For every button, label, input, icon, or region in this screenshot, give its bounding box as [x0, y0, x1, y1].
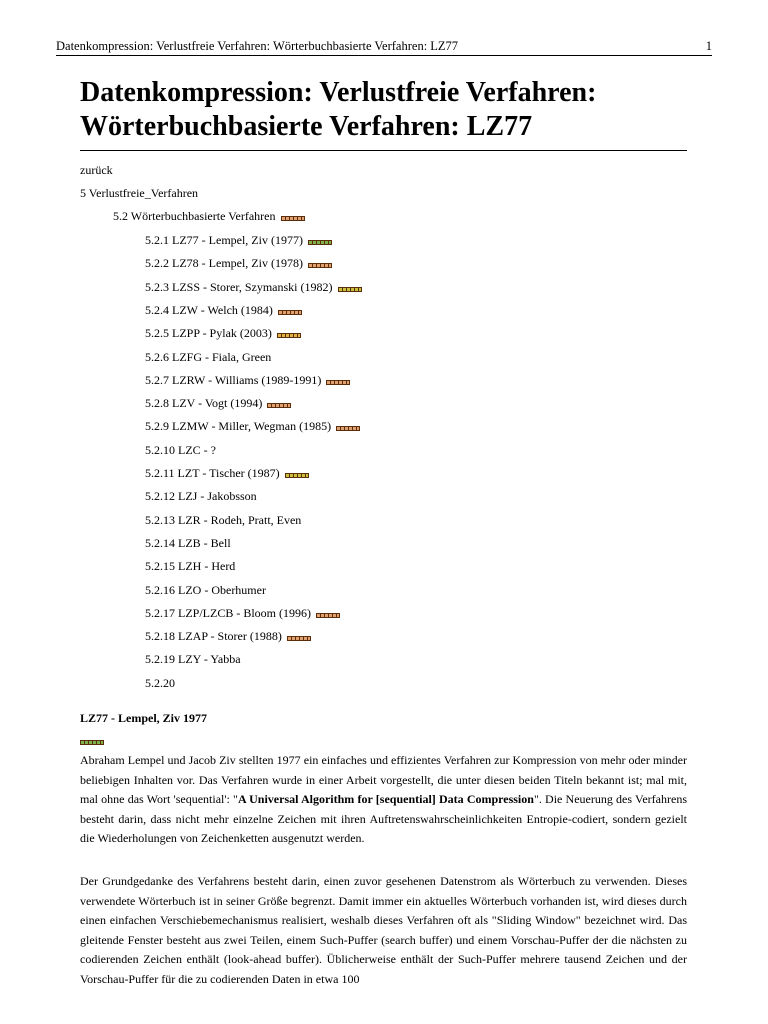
rating-meter-icon [316, 613, 340, 618]
toc-item[interactable] [145, 418, 360, 434]
toc-item-label: 5.2.12 LZJ - Jakobsson [145, 489, 257, 504]
rating-meter-icon [338, 287, 362, 292]
toc-item[interactable] [145, 349, 271, 365]
toc-item[interactable] [145, 302, 302, 318]
toc-item-label: 5.2.6 LZFG - Fiala, Green [145, 349, 272, 364]
rating-meter-icon [80, 740, 104, 745]
toc-item[interactable] [145, 465, 309, 481]
toc-item[interactable] [145, 279, 362, 295]
toc-item[interactable] [145, 325, 301, 341]
toc-item[interactable] [145, 442, 216, 458]
rating-meter-icon [336, 426, 360, 431]
toc-item-label: 5.2.18 LZAP - Storer (1988) [145, 629, 282, 644]
rating-meter-icon [281, 216, 305, 221]
toc-item-label: 5.2.19 LZY - Yabba [145, 652, 241, 667]
running-header-title: Datenkompression: Verlustfreie Verfahren: Wörterbuchbasierte Verfahren: LZ77 [56, 39, 459, 53]
rating-meter-icon [278, 310, 302, 315]
title-rule [80, 150, 687, 151]
toc-item-label: 5.2.16 LZO - Oberhumer [145, 582, 266, 597]
paragraph-1-text-a: Abraham Lempel und Jacob Ziv stellten 1977 ein einfaches und effizientes Verfahren zur Kompression von mehr oder minder beliebigen Inhalten vor. Das Verfahren wurde in einer Arbeit vorgestellt, die unter diesen beiden Titeln bekannt ist; mal mit, mal ohne das Wort 'sequential': " [80, 753, 687, 806]
page-title-line2: Wörterbuchbasierte Verfahren: LZ77 [80, 111, 533, 142]
rating-meter-icon [267, 403, 291, 408]
toc-item-label: 5.2.20 [145, 675, 175, 690]
paragraph-1-text-b: ". Die Neuerung des Verfahrens besteht darin, dass nicht mehr einzelne Zeichen mit ihren Auftretenswahrscheinlichkeiten Entropie-codiert, sondern gezielt die Wiederholungen von Zeichenketten ausgenutzt werden. [80, 792, 687, 845]
toc-item[interactable] [145, 582, 266, 598]
paper-title: A Universal Algorithm for [sequential] Data Compression [237, 792, 534, 806]
toc-item-label: 5.2.8 LZV - Vogt (1994) [145, 396, 263, 411]
paragraph-1 [80, 751, 687, 849]
toc-item[interactable] [145, 605, 340, 621]
toc-item-label: 5.2.10 LZC - ? [145, 442, 216, 457]
rating-meter-icon [285, 473, 309, 478]
toc-item[interactable] [145, 512, 301, 528]
toc-item[interactable] [145, 232, 332, 248]
toc-item[interactable] [145, 488, 257, 504]
section-link[interactable] [113, 208, 305, 224]
toc-item-label: 5.2.1 LZ77 - Lempel, Ziv (1977) [145, 233, 303, 247]
toc-item[interactable] [145, 675, 175, 691]
parent-link[interactable]: 5 Verlustfreie_Verfahren [80, 186, 199, 200]
toc-item-label: 5.2.3 LZSS - Storer, Szymanski (1982) [145, 279, 333, 294]
toc-item-label: 5.2.14 LZB - Bell [145, 535, 231, 550]
rating-meter-icon [308, 263, 332, 268]
toc-item[interactable] [145, 651, 241, 667]
article-heading: LZ77 - Lempel, Ziv 1977 [80, 711, 208, 725]
toc-item-label: 5.2.9 LZMW - Miller, Wegman (1985) [145, 419, 332, 434]
toc-item-label: 5.2.2 LZ78 - Lempel, Ziv (1978) [145, 256, 303, 271]
toc-item-label: 5.2.4 LZW - Welch (1984) [145, 302, 273, 317]
rating-meter-icon [287, 636, 311, 641]
toc-item[interactable] [145, 395, 291, 411]
page-title-line1: Datenkompression: Verlustfreie Verfahren: [80, 77, 597, 108]
toc-item[interactable] [145, 558, 235, 574]
section-link-label: 5.2 Wörterbuchbasierte Verfahren [113, 209, 276, 223]
toc-item-label: 5.2.13 LZR - Rodeh, Pratt, Even [145, 512, 302, 527]
title-block [80, 76, 687, 151]
toc-item[interactable] [145, 255, 332, 271]
rating-meter-icon [277, 333, 301, 338]
page-number: 1 [705, 39, 712, 53]
toc-item-label: 5.2.7 LZRW - Williams (1989-1991) [145, 372, 322, 387]
header-rule [56, 55, 712, 56]
toc-item-label: 5.2.17 LZP/LZCB - Bloom (1996) [145, 605, 311, 620]
rating-meter-icon [326, 380, 350, 385]
toc-item-label: 5.2.5 LZPP - Pylak (2003) [145, 326, 272, 341]
toc-item-label: 5.2.15 LZH - Herd [145, 559, 236, 574]
paragraph-2: Der Grundgedanke des Verfahrens besteht darin, einen zuvor gesehenen Datenstrom als Wörterbuch zu verwenden. Dieses verwendete Wörterbuch ist in seiner Größe begrenzt. Damit immer ein aktuelles Wörterbuch vorhanden ist, wird dieses durch einen einfachen Verschiebemechanismus realisiert, weshalb dieses Verfahren oft als "Sliding Window" bezeichnet wird. Das gleitende Fenster besteht aus zwei Teilen, einem Such-Puffer (search buffer) und einem Vorschau-Puffer der die nächsten zu codierenden Zeichen enthält (look-ahead buffer). Üblicherweise enthält der Such-Puffer mehrere tausend Zeichen und der Vorschau-Puffer für die zu codierenden Daten in etwa 100 [80, 874, 687, 986]
page-title [80, 76, 687, 144]
toc-item-label: 5.2.11 LZT - Tischer (1987) [145, 466, 280, 480]
rating-meter-icon [308, 240, 332, 245]
toc-item[interactable] [145, 535, 231, 551]
toc-item[interactable] [145, 372, 350, 388]
toc-item[interactable] [145, 628, 311, 644]
back-link[interactable]: zurück [80, 163, 113, 177]
